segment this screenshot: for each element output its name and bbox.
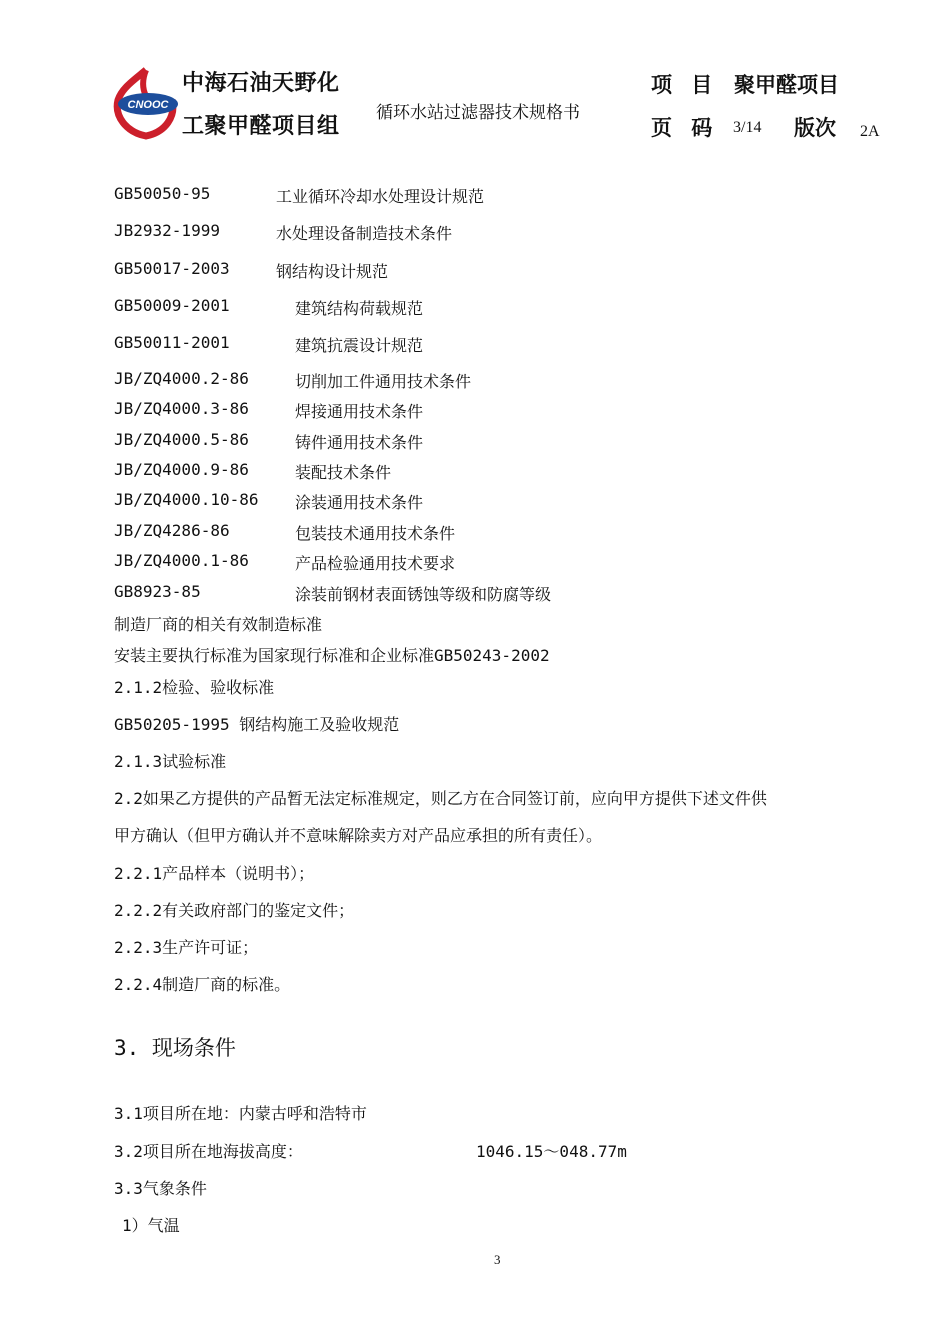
standard-desc: 铸件通用技术条件 <box>295 433 424 452</box>
standard-code: JB2932-1999 <box>114 221 220 240</box>
subsection-2-1-3: 2.1.3试验标准 <box>114 752 227 771</box>
item-3-3: 3.3气象条件 <box>114 1179 207 1198</box>
paragraph-2-2-line1: 2.2如果乙方提供的产品暂无法定标准规定，则乙方在合同签订前，应向甲方提供下述文件供 <box>114 789 767 808</box>
standard-code: JB/ZQ4000.10-86 <box>114 490 259 509</box>
standard-code: JB/ZQ4000.2-86 <box>114 369 249 388</box>
standard-desc: 钢结构设计规范 <box>276 262 389 281</box>
standard-desc: 建筑抗震设计规范 <box>295 336 424 355</box>
standard-gb50205: GB50205-1995 钢结构施工及验收规范 <box>114 715 400 734</box>
cnooc-logo-icon <box>112 66 180 140</box>
standard-desc: 水处理设备制造技术条件 <box>276 224 453 243</box>
standard-desc: 涂装通用技术条件 <box>295 493 424 512</box>
item-2-2-4: 2.2.4制造厂商的标准。 <box>114 975 291 994</box>
standard-desc: 工业循环冷却水处理设计规范 <box>276 187 485 206</box>
standard-code: JB/ZQ4000.5-86 <box>114 430 249 449</box>
paragraph-2-2-line2: 甲方确认（但甲方确认并不意味解除卖方对产品应承担的所有责任）。 <box>114 826 603 845</box>
standard-code: JB/ZQ4286-86 <box>114 521 230 540</box>
item-2-2-3: 2.2.3生产许可证； <box>114 938 259 957</box>
version-value: 2A <box>860 123 880 140</box>
item-2-2-2: 2.2.2有关政府部门的鉴定文件； <box>114 901 355 920</box>
section-3-heading: 3. 现场条件 <box>114 1036 236 1060</box>
standard-desc: 切削加工件通用技术条件 <box>295 372 472 391</box>
subsection-2-1-2: 2.1.2检验、验收标准 <box>114 678 275 697</box>
item-3-2-value: 1046.15～048.77m <box>476 1142 627 1161</box>
standard-code: JB/ZQ4000.9-86 <box>114 460 249 479</box>
install-standard-text: 安装主要执行标准为国家现行标准和企业标准GB50243-2002 <box>114 646 550 665</box>
standard-desc: 包装技术通用技术条件 <box>295 524 456 543</box>
standard-code: GB50011-2001 <box>114 333 230 352</box>
page-number: 3 <box>494 1252 501 1267</box>
project-label: 项 目 <box>651 73 719 97</box>
standard-desc: 焊接通用技术条件 <box>295 402 424 421</box>
page-count: 3/14 <box>733 119 762 136</box>
standard-desc: 产品检验通用技术要求 <box>295 554 456 573</box>
document-title: 循环水站过滤器技术规格书 <box>376 103 580 123</box>
page-label: 页 码 <box>651 116 719 140</box>
item-3-1: 3.1项目所在地：内蒙古呼和浩特市 <box>114 1104 367 1123</box>
standard-code: GB50050-95 <box>114 184 211 203</box>
company-name-line1: 中海石油天野化 <box>182 71 340 96</box>
standard-code: GB8923-85 <box>114 582 201 601</box>
version-label: 版次 <box>794 116 836 140</box>
standard-desc: 涂装前钢材表面锈蚀等级和防腐等级 <box>295 585 552 604</box>
manufacturer-standard-text: 制造厂商的相关有效制造标准 <box>114 615 323 634</box>
item-temperature: 1）气温 <box>122 1216 180 1235</box>
item-2-2-1: 2.2.1产品样本（说明书）； <box>114 864 315 883</box>
project-value: 聚甲醛项目 <box>734 73 839 97</box>
item-3-2-label: 3.2项目所在地海拔高度： <box>114 1142 303 1161</box>
standard-code: GB50009-2001 <box>114 296 230 315</box>
standard-desc: 装配技术条件 <box>295 463 392 482</box>
standard-code: JB/ZQ4000.1-86 <box>114 551 249 570</box>
standard-code: GB50017-2003 <box>114 259 230 278</box>
svg-text:CNOOC: CNOOC <box>127 99 169 111</box>
standard-desc: 建筑结构荷载规范 <box>295 299 424 318</box>
standard-code: JB/ZQ4000.3-86 <box>114 399 249 418</box>
company-name-line2: 工聚甲醛项目组 <box>182 114 340 139</box>
